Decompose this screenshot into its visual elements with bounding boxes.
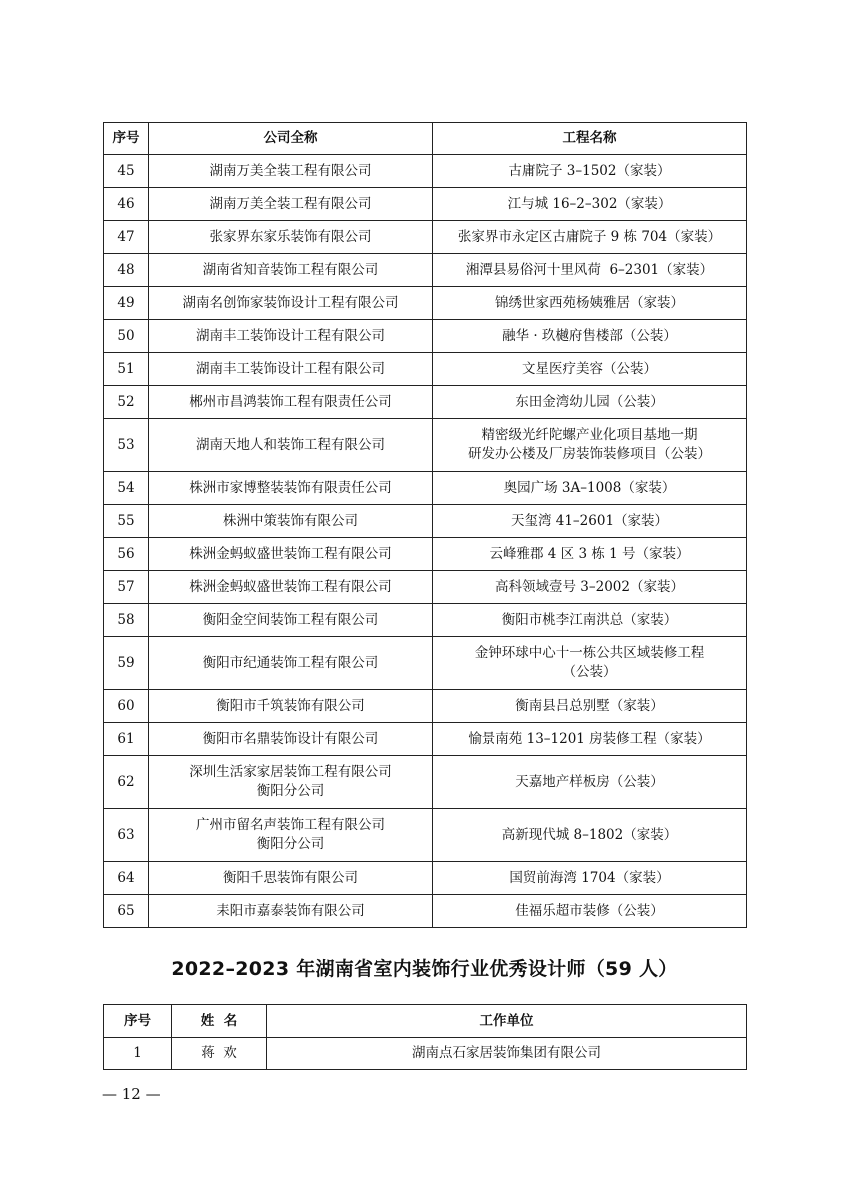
company-name-cell — [149, 862, 433, 895]
row-index — [104, 756, 149, 809]
row-index-value: 50 — [117, 327, 135, 344]
projects-table-body — [104, 155, 747, 928]
company-name-cell — [149, 320, 433, 353]
company-name-line: 株洲金蚂蚁盛世装饰工程有限公司 — [189, 545, 392, 562]
row-index-value: 59 — [117, 654, 135, 671]
company-name-line: 湖南名创饰家装饰设计工程有限公司 — [182, 294, 399, 311]
project-name-line: 愉景南苑 13–1201 房装修工程（家装） — [468, 730, 711, 747]
table-row — [104, 254, 747, 287]
row-index — [104, 538, 149, 571]
work-unit: 湖南点石家居装饰集团有限公司 — [267, 1038, 747, 1070]
project-name-cell — [433, 155, 747, 188]
row-index-value: 53 — [117, 436, 135, 453]
row-index-value: 64 — [117, 869, 135, 886]
project-name-cell — [433, 419, 747, 472]
company-name-line: 广州市留名声装饰工程有限公司 — [196, 817, 385, 833]
project-name-line: 湘潭县易俗河十里风荷 6–2301（家装） — [465, 261, 714, 278]
row-index-value: 62 — [117, 773, 135, 790]
header-index: 序号 — [104, 1005, 172, 1038]
project-name-line: 精密级光纤陀螺产业化项目基地一期 — [481, 427, 698, 443]
table-row — [104, 571, 747, 604]
company-name-cell — [149, 895, 433, 928]
project-name-line: 锦绣世家西苑杨姨雅居（家装） — [495, 294, 684, 311]
company-name-line: 衡阳市纪通装饰工程有限公司 — [202, 654, 379, 671]
company-name-cell — [149, 809, 433, 862]
company-name-line: 张家界东家乐装饰有限公司 — [209, 228, 372, 245]
page-number: — 12 — — [102, 1085, 161, 1103]
project-name-line: 佳福乐超市装修（公装） — [515, 902, 664, 919]
project-name-line: 国贸前海湾 1704（家装） — [509, 869, 670, 886]
row-index-value: 48 — [117, 261, 135, 278]
row-index — [104, 690, 149, 723]
table-row — [104, 320, 747, 353]
row-index — [104, 221, 149, 254]
table-row — [104, 690, 747, 723]
company-name-cell — [149, 637, 433, 690]
row-index — [104, 809, 149, 862]
row-index — [104, 287, 149, 320]
company-name-line: 株洲中策装饰有限公司 — [223, 512, 358, 529]
table-row — [104, 472, 747, 505]
header-name: 姓 名 — [172, 1005, 267, 1038]
row-index — [104, 723, 149, 756]
row-index-value: 58 — [117, 611, 135, 628]
company-name-line: 衡阳分公司 — [256, 836, 325, 852]
project-name-cell — [433, 690, 747, 723]
designers-table — [103, 1004, 747, 1070]
row-index-value: 46 — [117, 195, 135, 212]
header-project: 工程名称 — [433, 123, 747, 155]
row-index-value: 61 — [117, 730, 135, 747]
project-name-line: 云峰雅郡 4 区 3 栋 1 号（家装） — [489, 545, 690, 562]
project-name-line: 东田金湾幼儿园（公装） — [515, 393, 664, 410]
designers-table-body — [104, 1038, 747, 1070]
company-name-line: 株洲金蚂蚁盛世装饰工程有限公司 — [189, 578, 392, 595]
company-name-line: 株洲市家博整装装饰有限责任公司 — [189, 479, 392, 496]
row-index-value: 60 — [117, 697, 135, 714]
project-name-cell — [433, 571, 747, 604]
table-row — [104, 895, 747, 928]
company-name-cell — [149, 690, 433, 723]
project-name-line: 高科领域壹号 3–2002（家装） — [495, 578, 684, 595]
table-row — [104, 287, 747, 320]
table-row — [104, 505, 747, 538]
company-name-line: 郴州市昌鸿装饰工程有限责任公司 — [189, 393, 392, 410]
table-row — [104, 155, 747, 188]
row-index-value: 57 — [117, 578, 135, 595]
row-index — [104, 155, 149, 188]
project-name-cell — [433, 723, 747, 756]
company-name-cell — [149, 254, 433, 287]
company-name-cell — [149, 386, 433, 419]
company-name-cell — [149, 188, 433, 221]
row-index — [104, 505, 149, 538]
table-row — [104, 604, 747, 637]
project-name-line: 金钟环球中心十一栋公共区域装修工程 — [474, 645, 705, 661]
company-name-cell — [149, 538, 433, 571]
company-name-cell — [149, 287, 433, 320]
project-name-cell — [433, 188, 747, 221]
row-index-value: 51 — [117, 360, 135, 377]
table-row — [104, 419, 747, 472]
row-index — [104, 386, 149, 419]
row-index-value: 49 — [117, 294, 135, 311]
project-name-cell — [433, 538, 747, 571]
row-index — [104, 353, 149, 386]
company-name-line: 衡阳金空间装饰工程有限公司 — [202, 611, 379, 628]
project-name-cell — [433, 353, 747, 386]
row-index-value: 54 — [117, 479, 135, 496]
project-name-cell — [433, 386, 747, 419]
row-index-value: 47 — [117, 228, 135, 245]
project-name-line: 融华 · 玖樾府售楼部（公装） — [502, 327, 677, 344]
company-name-line: 湖南万美全装工程有限公司 — [209, 195, 372, 212]
header-work-unit: 工作单位 — [267, 1005, 747, 1038]
table-row — [104, 637, 747, 690]
company-name-cell — [149, 723, 433, 756]
company-name-cell — [149, 571, 433, 604]
project-name-line: 天玺湾 41–2601（家装） — [510, 512, 669, 529]
company-name-line: 衡阳分公司 — [256, 783, 325, 799]
row-index — [104, 419, 149, 472]
row-index-value: 52 — [117, 393, 135, 410]
row-index — [104, 188, 149, 221]
row-index — [104, 320, 149, 353]
company-name-cell — [149, 604, 433, 637]
row-index-value: 63 — [117, 826, 135, 843]
project-name-line: 研发办公楼及厂房装饰装修项目（公装） — [468, 446, 711, 462]
project-name-line: 衡南县吕总别墅（家装） — [515, 697, 664, 714]
project-name-cell — [433, 505, 747, 538]
project-name-cell — [433, 472, 747, 505]
section-title: 2022–2023 年湖南省室内装饰行业优秀设计师（59 人） — [171, 958, 678, 980]
company-name-line: 衡阳市千筑装饰有限公司 — [216, 697, 365, 714]
row-index: 1 — [104, 1038, 172, 1070]
designer-name: 蒋 欢 — [172, 1038, 267, 1070]
table-row — [104, 862, 747, 895]
project-name-cell — [433, 604, 747, 637]
project-name-cell — [433, 287, 747, 320]
company-name-cell — [149, 221, 433, 254]
row-index — [104, 895, 149, 928]
project-name-line: （公装） — [562, 664, 617, 680]
project-name-line: 张家界市永定区古庸院子 9 栋 704（家装） — [457, 228, 722, 245]
table-row — [104, 188, 747, 221]
company-name-cell — [149, 756, 433, 809]
table-row — [104, 353, 747, 386]
company-name-line: 湖南丰工装饰设计工程有限公司 — [196, 360, 385, 377]
row-index-value: 65 — [117, 902, 135, 919]
table-header-row — [104, 1005, 747, 1038]
projects-table — [103, 122, 747, 928]
company-name-line: 深圳生活家家居装饰工程有限公司 — [189, 764, 392, 780]
project-name-cell — [433, 862, 747, 895]
project-name-cell — [433, 320, 747, 353]
row-index-value: 55 — [117, 512, 135, 529]
company-name-line: 衡阳千思装饰有限公司 — [223, 869, 358, 886]
company-name-line: 湖南丰工装饰设计工程有限公司 — [196, 327, 385, 344]
company-name-line: 耒阳市嘉泰装饰有限公司 — [216, 902, 365, 919]
table-row — [104, 756, 747, 809]
company-name-cell — [149, 353, 433, 386]
table-header-row — [104, 123, 747, 155]
table-row — [104, 809, 747, 862]
row-index — [104, 862, 149, 895]
project-name-line: 文星医疗美容（公装） — [522, 360, 657, 377]
company-name-line: 湖南万美全装工程有限公司 — [209, 162, 372, 179]
project-name-line: 江与城 16–2–302（家装） — [507, 195, 672, 212]
row-index — [104, 571, 149, 604]
company-name-cell — [149, 419, 433, 472]
row-index — [104, 254, 149, 287]
project-name-cell — [433, 254, 747, 287]
company-name-cell — [149, 155, 433, 188]
company-name-line: 湖南省知音装饰工程有限公司 — [202, 261, 379, 278]
project-name-cell — [433, 637, 747, 690]
project-name-line: 高新现代城 8–1802（家装） — [501, 826, 678, 843]
project-name-cell — [433, 809, 747, 862]
row-index — [104, 637, 149, 690]
project-name-cell — [433, 895, 747, 928]
table-row — [104, 1038, 747, 1070]
company-name-cell — [149, 505, 433, 538]
project-name-cell — [433, 756, 747, 809]
project-name-line: 衡阳市桃李江南洪总（家装） — [501, 611, 678, 628]
row-index — [104, 472, 149, 505]
project-name-line: 天嘉地产样板房（公装） — [515, 773, 664, 790]
company-name-line: 湖南天地人和装饰工程有限公司 — [196, 436, 385, 453]
company-name-cell — [149, 472, 433, 505]
table-row — [104, 386, 747, 419]
table-row — [104, 538, 747, 571]
table-row — [104, 221, 747, 254]
row-index — [104, 604, 149, 637]
project-name-cell — [433, 221, 747, 254]
company-name-line: 衡阳市名鼎装饰设计有限公司 — [202, 730, 379, 747]
header-index: 序号 — [104, 123, 149, 155]
header-company: 公司全称 — [149, 123, 433, 155]
table-row — [104, 723, 747, 756]
project-name-line: 奥园广场 3A–1008（家装） — [503, 479, 676, 496]
row-index-value: 56 — [117, 545, 135, 562]
project-name-line: 古庸院子 3–1502（家装） — [508, 162, 671, 179]
row-index-value: 45 — [117, 162, 135, 179]
